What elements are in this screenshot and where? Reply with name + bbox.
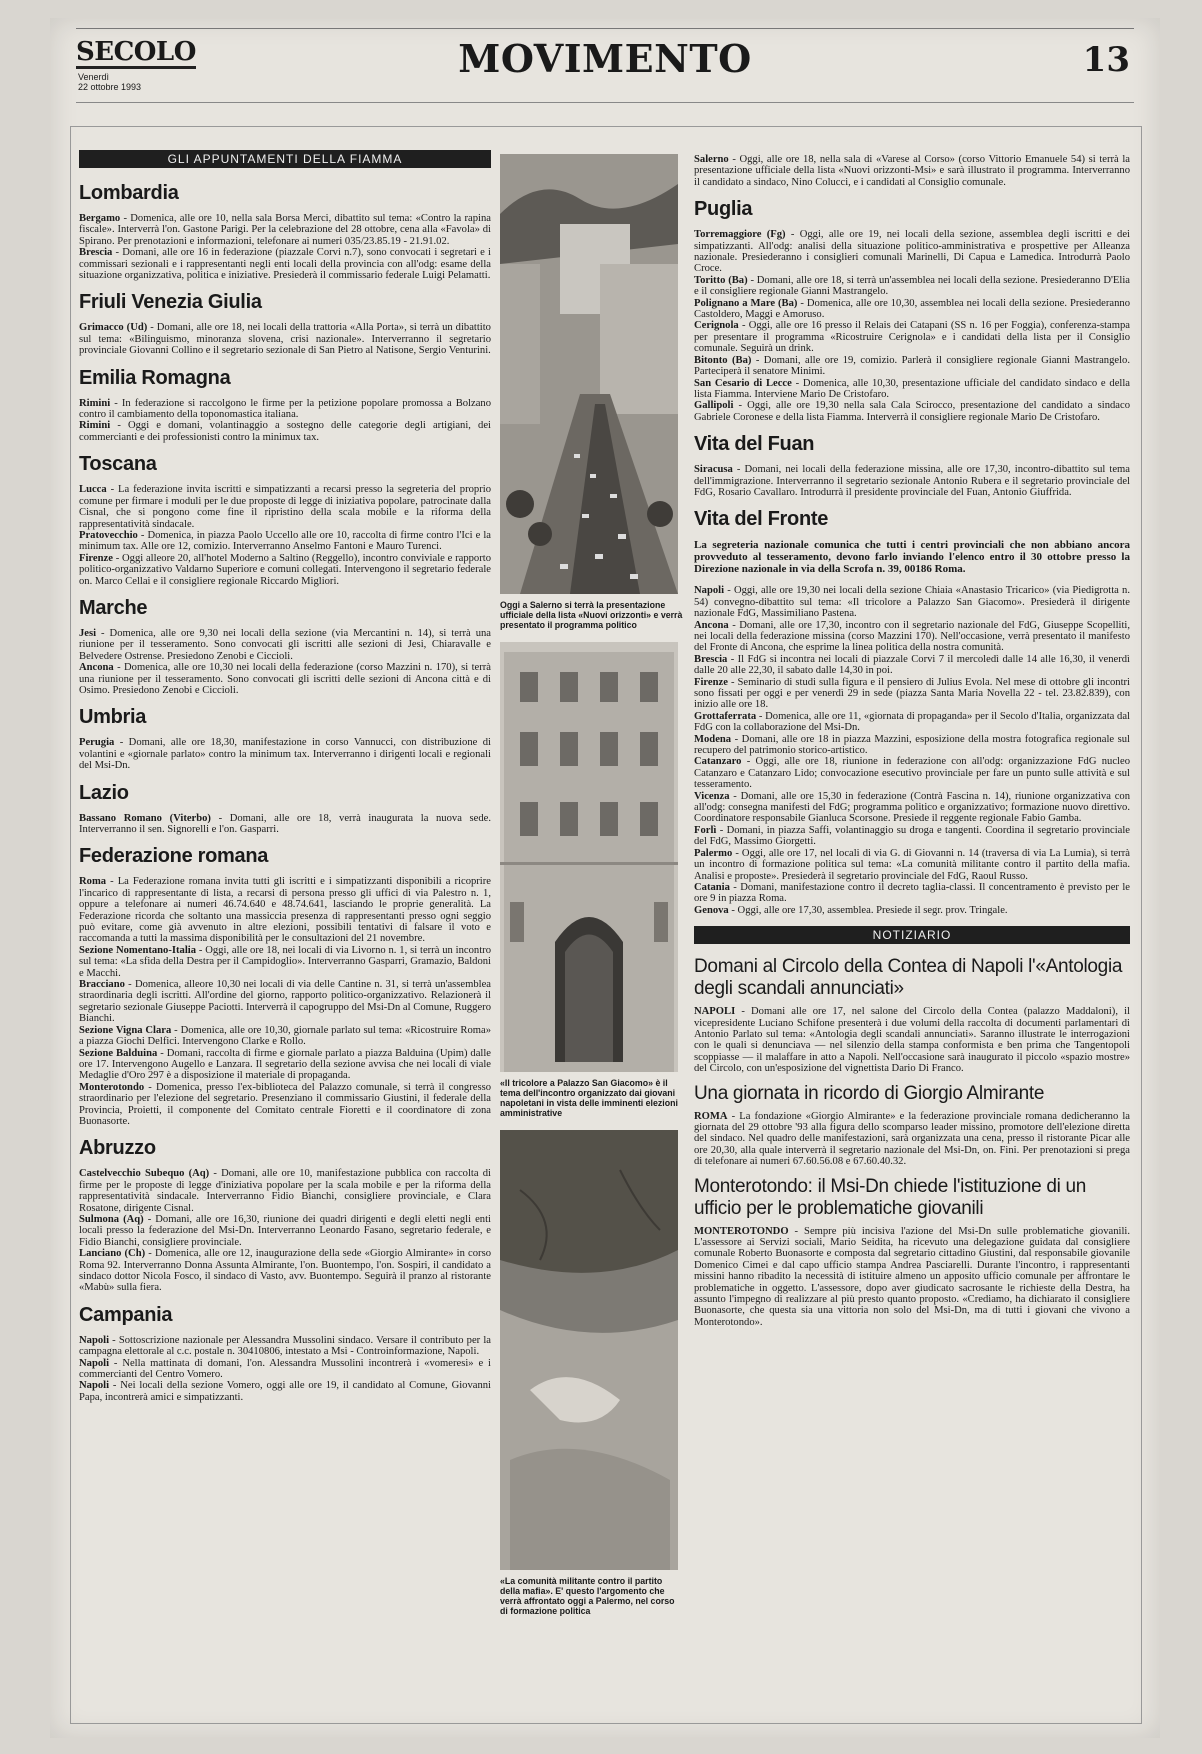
palazzo-photo-image <box>500 642 678 1072</box>
region-block <box>75 291 495 356</box>
entry-place: Gallipoli <box>694 400 734 412</box>
entry-text: - Oggi, alle ore 18, nei locali di via Livorno n. 1, si terrà un incontro sul tema: «La sfida della Destra per il Campidoglio». Interverranno Gasparri, Gramazio, Baldoni e Macchi. <box>79 944 491 979</box>
entry-place: Castelvecchio Subequo (Aq) <box>79 1168 210 1180</box>
fronte-entry <box>690 825 1134 848</box>
entry-text: - Domenica, alleore 10,30 nei locali di via delle Cantine n. 31, si terrà un'assemblea straordinaria degli iscritti. All'ordine del giorno, rapporto politico-organizzativo. Relazionerà il segretario sezionale Giuseppe Paciotti. Interverrà il capogruppo del Msi-Dn al Comune, Ruggero Bianchi. <box>79 979 491 1025</box>
palermo-photo-image <box>500 1130 678 1570</box>
entry-text: - Oggi, alle ore 19, nei locali della sezione, assemblea degli iscritti e dei simpatizzanti. All'odg: analisi della situazione politico-amministrativa e prospettive per Alleanza nazionale. Presiederanno i consiglieri comunali Marinelli, Di Capua e Lamedica. Introdurrà Paolo Croce. <box>694 229 1130 275</box>
entry-text: - Domani, alle ore 10, manifestazione pubblica con raccolta di firme per le proposte di legge d'iniziativa popolare per la scala mobile e per la riforma della rappresentatività sindacale. Interverranno Fidio Bianchi, consigliere provinciale, e Clara Rosatone, dirigente Cisnal. <box>79 1168 491 1214</box>
entry-place: Sezione Balduina <box>79 1047 158 1059</box>
fronte-entries <box>690 585 1134 916</box>
entry-text: - Domenica, alle ore 10,30, assemblea nei locali della sezione. Presiederanno Castoldero, Maggi e Amoruso. <box>694 297 1130 321</box>
entry-place: Cerignola <box>694 320 739 332</box>
appointment-entry <box>690 320 1134 354</box>
entry-text: - Domenica, alle ore 12, inaugurazione della sede «Giorgio Almirante» in corso Roma 92. Interverranno Donna Assunta Almirante, l'on. Buontempo, l'on. Sospiri, il candidato a sindaco dottor Nicola Fosco, il sindaco di Vasto, avv. Buontempo. Seguirà il pranzo al ristorante «Mabù» sulla fiera. <box>79 1248 491 1294</box>
region-title: Vita del Fuan <box>694 433 815 456</box>
entry-place: Napoli <box>79 1380 110 1392</box>
entry-place: Bergamo <box>79 213 121 224</box>
entry-text: - Domani, alle ore 16,30, riunione dei quadri dirigenti e degli eletti negli enti locali presso la federazione del Msi-Dn. Interverranno Leonardo Fasano, segretario federale, e Fidio Bianchi, consigliere provinciale. <box>79 1213 491 1248</box>
appointment-entry <box>690 298 1134 321</box>
appointment-entry <box>75 628 495 662</box>
entry-place: Palermo <box>694 847 733 859</box>
appointment-entry <box>690 400 1134 423</box>
appointment-entry <box>75 1335 495 1358</box>
entry-text: - Domani, raccolta di firme e giornale parlato a piazza Balduina (Upim) dalle ore 17. Intervengono Augello e Lanzara. Il segretario della sezione avvisa che nei locali di viale Medaglie d'Oro 297 è a disposizione il materiale di propaganda. <box>79 1047 492 1082</box>
issue-day: Venerdì <box>78 72 110 82</box>
news-article <box>690 1083 1134 1168</box>
appointment-entry <box>75 662 495 696</box>
entry-place: Napoli <box>79 1357 110 1369</box>
appointment-entry <box>75 979 495 1025</box>
entry-text: - Domenica, alle ore 10,30 nei locali della federazione (corso Mazzini n. 170), si terrà una riunione per il tesseramento. Sono convocati gli iscritti delle sezioni di Ancona città e di Osimo. Presiedono Zenobi e Ciccioli. <box>79 662 491 696</box>
entry-place: Catania <box>694 881 730 893</box>
entry-place: Napoli <box>694 585 725 597</box>
appointment-entry <box>75 813 495 836</box>
entry-text: - Domani, alle ore 18, nei locali della trattoria «Alla Porta», si terrà un dibattito sul tema: «Bilinguismo, minoranza slovena, crisi nazionale». Interverranno il segretario provinciale Giovanni Collino e il segretario sezionale di San Pietro al Natisone, Sergio Venturini. <box>79 322 491 357</box>
entry-place: NAPOLI <box>694 1006 736 1018</box>
entry-place: Toritto (Ba) <box>694 274 748 286</box>
entry-place: Sezione Vigna Clara <box>79 1024 172 1036</box>
entry-text: - Domani, alle ore 18,30, manifestazione in corso Vannucci, con distribuzione di volantini e «giornale parlato» contro la minimum tax. Interverranno i dirigenti locali e regionali del Msi-Dn. <box>79 737 491 772</box>
appointment-entry <box>75 945 495 979</box>
entry-text: - Oggi alleore 20, all'hotel Moderno a Saltino (Reggello), incontro conviviale e rapporto politico-organizzativo Valdarno Superiore e comuni collegati. Intervengono il segretario federale on. Marco Cellai e il consigliere regionale Riccardo Migliori. <box>79 552 491 587</box>
entry-place: Monterotondo <box>79 1081 145 1093</box>
salerno-photo-image <box>500 154 678 594</box>
entry-place: Grottaferrata <box>694 710 757 722</box>
entry-text: - Domenica, alle ore 11, «giornata di propaganda» per il Secolo d'Italia, organizzata dal FdG con la collaborazione del Msi-Dn. <box>694 710 1130 734</box>
appointment-entry <box>75 322 495 356</box>
fronte-entry <box>690 654 1134 677</box>
entry-place: Perugia <box>79 737 115 749</box>
appointment-entry <box>690 464 1134 498</box>
newspaper-logo: SECOLO <box>76 37 196 67</box>
entry-place: Lucca <box>79 484 107 496</box>
region-block <box>690 433 1134 498</box>
page-number: 13 <box>1082 40 1130 80</box>
entry-place: Firenze <box>79 552 113 564</box>
entry-place: Siracusa <box>694 464 733 476</box>
appointment-entry <box>75 530 495 553</box>
region-list <box>75 182 495 1403</box>
entry-text: - La Federazione romana invita tutti gli iscritti e i simpatizzanti disponibili a ricoprire l'incarico di rappresentante di lista, a recarsi di persona presso gli uffici di via Palestro n. 1, oppure a telefonare ai numeri 46.74.640 e 48.74.641, lasciando le proprie generalità. La Federazione ricorda che soltanto una massiccia presenza di rappresentanti presso ogni seggio può evitare, come già avvenuto in altre elezioni, possibili tentativi di falsare il voto e raccomanda a tutti la massima disponibilità per le consultazioni del 21 novembre. <box>79 876 491 945</box>
photo-palermo <box>500 1130 678 1570</box>
fronte-notice: La segreteria nazionale comunica che tutti i centri provinciali che non abbiano ancora provveduto al tesseramento, devono farlo inviando l'elenco entro il 30 ottobre presso la Direzione nazionale in via della Scrofa n. 39, 00186 Roma. <box>694 539 1130 576</box>
entry-place: Polignano a Mare (Ba) <box>694 297 798 309</box>
news-headline: Domani al Circolo della Contea di Napoli l'«Antologia degli scandali annunciati» <box>694 956 1123 1000</box>
region-title: Campania <box>79 1303 173 1326</box>
entry-text: - Domenica, alle ore 10,30, giornale parlato sul tema: «Ricostruire Roma» a piazza Giochi Delfici. Intervengono Clarke e Rollo. <box>79 1024 491 1048</box>
entry-text: - Oggi, alle ore 18, nella sala di «Varese al Corso» (corso Vittorio Emanuele 54) si terrà la presentazione ufficiale della lista «Nuovi orizzonti-Msi» e sarà illustrato il programma. Interverranno il candidato a sindaco, Nino Colucci, e i candidati al Consiglio comunale. <box>694 154 1130 188</box>
region-title: Marche <box>79 596 148 619</box>
news-articles <box>690 956 1134 1328</box>
entry-place: Modena <box>694 733 732 745</box>
entry-place: Brescia <box>694 653 728 665</box>
region-title: Emilia Romagna <box>79 366 231 389</box>
entry-text: - Domenica, presso l'ex-biblioteca del Palazzo comunale, si terrà il congresso straordinario per l'elezione del segretario. Presenziano il commissario Giustini, il federale della Provincia, Proietti, il componente del Comitato centrale Fioretti e il coordinatore di zona Buonasorte. <box>79 1081 491 1127</box>
region-block <box>75 845 495 1127</box>
entry-text: - Domani, nei locali della federazione missina, alle ore 17,30, incontro-dibattito sul tema dell'immigrazione. Interverranno il segretario sezionale Antonio Rubera e il segretario provinciale del FdG, Rosario Cavallaro. Introdurrà il presidente provinciale del Fuan, Antonio Giuffrida. <box>694 464 1130 498</box>
appointment-entry <box>690 229 1134 275</box>
entry-text: - Domani, alle ore 18, si terrà un'assemblea nei locali della sezione. Presiederanno D'Elia e il consigliere regionale Gianni Mastrangelo. <box>694 274 1130 298</box>
region-title: Lombardia <box>79 182 179 204</box>
entry-place: San Cesario di Lecce <box>694 377 792 389</box>
region-block <box>75 453 495 587</box>
entry-text: - Il FdG si incontra nei locali di piazzale Corvi 7 il mercoledì dalle 14 alle 16,30, il venerdì dalle 20 alle 22,30, il sabato dalle 14,30 in poi. <box>694 653 1130 677</box>
entry-place: Sulmona (Aq) <box>79 1213 144 1225</box>
region-title: Puglia <box>694 198 753 221</box>
entry-place: Napoli <box>79 1334 110 1346</box>
appointment-entry <box>75 1048 495 1082</box>
entry-place: Jesi <box>79 627 97 639</box>
region-block <box>690 198 1134 423</box>
entry-text: - Domenica, in piazza Paolo Uccello alle ore 10, raccolta di firme contro l'Ici e la minimum tax. Alle ore 12, comizio. Interverranno Anselmo Fantoni e Mauro Turenci. <box>79 529 491 553</box>
entry-place: Bassano Romano (Viterbo) <box>79 812 211 824</box>
entry-text: - Domani, alle ore 17,30, incontro con il segretario nazionale del FdG, Giuseppe Scopelliti, nei locali della federazione missina (corso Mazzini 170). Nell'occasione, verrà presentato il manifesto del Fronte di Ancona, che esprime la linea politica della nostra comunità. <box>694 619 1130 654</box>
entry-place: Grimacco (Ud) <box>79 322 148 334</box>
entry-text: - Sempre più incisiva l'azione del Msi-Dn sulle problematiche giovanili. L'assessore ai Servizi sociali, Mario Seidita, ha ricevuto una delegazione guidata dal consigliere comunale Roberto Buonasorte e composta dal segretario cittadino Giustini, dal responsabile giovanile Domenico Cimei e dal capo ufficio stampa Andrea Pasciarelli. Durante l'incontro, i rappresentanti missini hanno ribadito la necessità di istituire almeno un apposito ufficio comunale per affrontare le problematiche in oggetto. L'assessore, dopo aver giudicato sacrosante le richieste della Destra, ha assunto l'impegno di realizzare al più presto quanto proposto. «Crediamo, ha dichiarato il consigliere Buonasorte, che questa sia una vittoria non solo del Msi-Dn, ma di tutti i giovani che vivono a Monterotondo». <box>694 1225 1130 1328</box>
appointment-entry <box>75 553 495 587</box>
region-block <box>75 182 495 281</box>
appointments-banner: GLI APPUNTAMENTI DELLA FIAMMA <box>79 150 491 168</box>
appointment-entry <box>75 247 495 281</box>
entry-place: Salerno <box>694 154 729 165</box>
entry-text: - Oggi, alle ore 19,30 nei locali della sezione Chiaia «Anastasio Tricarico» (via Piedigrotta n. 54) convegno-dibattito sul tema: «Il tricolore a Palazzo San Giacomo». Presiederà il dirigente nazionale FdG, Massimiliano Pastena. <box>694 585 1130 620</box>
photo-salerno-city <box>500 154 678 594</box>
appointment-entry <box>690 378 1134 401</box>
appointment-entry <box>75 213 495 247</box>
news-body <box>690 1226 1134 1329</box>
entry-place: ROMA <box>694 1110 728 1122</box>
appointment-entry <box>75 1082 495 1128</box>
caption-tricolore: «Il tricolore a Palazzo San Giacomo» è il tema dell'incontro organizzato dai giovani napoletani in vista delle imminenti elezioni amministrative <box>500 1078 678 1118</box>
appointment-entry <box>75 1025 495 1048</box>
entry-text: - Domani, in piazza Saffi, volantinaggio su droga e tangenti. Coordina il segretario provinciale del FdG, Massimo Giorgetti. <box>694 824 1130 848</box>
region-title: Lazio <box>79 781 129 804</box>
photo-palazzo-san-giacomo <box>500 642 678 1072</box>
region-title: Toscana <box>79 453 157 476</box>
right-region-list <box>690 198 1134 498</box>
entry-text: - Domani, alle ore 18 in piazza Mazzini, esposizione della mostra fotografica regionale sul recupero del patrimonio storico-artistico. <box>694 733 1130 757</box>
header-rule <box>76 102 1134 103</box>
fronte-entry <box>690 756 1134 790</box>
fronte-title: Vita del Fronte <box>694 508 829 531</box>
region-title: Umbria <box>79 706 147 729</box>
caption-palermo: «La comunità militante contro il partito della mafia». E' questo l'argomento che verrà affrontato oggi a Palermo, nel corso di formazione politica <box>500 1576 675 1616</box>
entry-place: Firenze <box>694 676 728 688</box>
fronte-entry <box>690 905 1134 916</box>
entry-text: - Domenica, alle ore 9,30 nei locali della sezione (via Mercantini n. 14), si terrà una riunione per il tesseramento. Sono convocati gli iscritti alle sezioni di Jesi, Chiaravalle e Belvedere Ostrense. Presiedono Zenobi e Ciccioli. <box>79 627 491 662</box>
region-block <box>75 706 495 771</box>
entry-place: Bracciano <box>79 979 125 991</box>
top-rule <box>76 28 1134 29</box>
entry-text: - Sottoscrizione nazionale per Alessandra Mussolini sindaco. Versare il contributo per la campagna elettorale al c.c. postale n. 30410806, intestato a Msi - Controinformazione, Napoli. <box>79 1334 491 1358</box>
entry-place: Rimini <box>79 420 111 432</box>
entry-place: Lanciano (Ch) <box>79 1248 146 1260</box>
fronte-entry <box>690 734 1134 757</box>
newspaper-page <box>50 18 1160 1738</box>
appointment-entry <box>75 1380 495 1403</box>
entry-place: Genova <box>694 904 729 916</box>
entry-text: - La fondazione «Giorgio Almirante» e la federazione provinciale romana dedicheranno la giornata del 29 ottobre '93 alla figura dello scomparso leader missino, promotore dell'elezione diretta del sindaco. Nel quadro delle manifestazioni, sarà organizzata una cena, presso il ristorante Picar alle ore 20,30, alla quale interverrà il segretario nazionale del Msi-Dn, on. Fini. Per prenotazioni si prega di telefonare ai numeri 67.60.56.08 e 67.60.40.32. <box>694 1110 1130 1168</box>
news-article <box>690 1176 1134 1329</box>
notiziario-banner: NOTIZIARIO <box>694 926 1130 944</box>
entry-text: - Domani, alle ore 16 in federazione (piazzale Corvi n.7), sono convocati i segretari e i commissari sezionali e i rappresentanti negli enti locali della provincia con all'odg: esame della situazione organizzativa, politica e iniziative. Presiederà il commissario federale Luigi Pelamatti. <box>79 247 491 282</box>
entry-text: - Oggi, alle ore 16 presso il Relais dei Catapani (SS n. 16 per Foggia), conferenza-stampa per presentare il programma «Ricostruire Cerignola» e i candidati della lista per il Consiglio comunale. Seguirà un drink. <box>694 320 1130 355</box>
entry-place: Ancona <box>694 619 729 631</box>
region-block <box>75 597 495 696</box>
entry-text: - Domani, manifestazione contro il decreto taglia-classi. Il concentramento è previsto per le ore 9 in piazza Roma. <box>694 881 1130 905</box>
appointment-entry <box>75 1248 495 1294</box>
fronte-entry <box>690 677 1134 711</box>
entry-text: - Domenica, alle ore 10, nella sala Borsa Merci, dibattito sul tema: «Contro la rapina fiscale». Interverrà l'on. Gastone Parigi. Per la celebrazione del 28 ottobre, cena alla «Favola» di Spirano. Per prenotazioni e informazioni, telefonare ai numeri 035/23.85.19 - 21.91.02. <box>79 213 491 247</box>
photo-column <box>500 154 684 1719</box>
entry-text: - Oggi, alle ore 19,30 nella sala Cala Scirocco, presentazione del candidato a sindaco Gabriele Coronese e della lista Fiamma. Interverrà il consigliere regionale Mario De Cristofaro. <box>694 400 1130 423</box>
section-title: MOVIMENTO <box>458 36 752 81</box>
entry-place: Bitonto (Ba) <box>694 354 752 366</box>
appointment-entry <box>75 876 495 944</box>
news-body <box>690 1006 1134 1074</box>
region-title: Abruzzo <box>79 1137 156 1160</box>
entry-text: - Domani, alle ore 18, verrà inaugurata la nuova sede. Interverranno il sen. Signorelli e l'on. Gasparri. <box>79 812 491 835</box>
region-block <box>75 1304 495 1403</box>
entry-text: - La federazione invita iscritti e simpatizzanti a recarsi presso la segreteria del proprio comune per firmare i moduli per le due proposte di legge di iniziativa popolare, patrocinate dalla Cisnal, che si pongono come fine il ripristino della scala mobile e la riforma della rappresentatività sindacale. <box>79 484 491 530</box>
entry-place: Rimini <box>79 397 111 409</box>
news-headline: Monterotondo: il Msi-Dn chiede l'istituzione di un ufficio per le problematiche giovanili <box>694 1175 1087 1219</box>
entry-text: - Domani, alle ore 15,30 in federazione (Contrà Fascina n. 14), riunione organizzativa con all'odg: consegna manifesti del FdG; programma politico e organizzativo; formazione nuovo direttivo. Coordinatore responsabile Gianluca Scorsone. Presiede il reggente regionale Fabio Gamba. <box>694 790 1130 825</box>
region-title: Friuli Venezia Giulia <box>79 291 262 314</box>
region-block <box>75 367 495 444</box>
appointment-entry <box>690 154 1134 188</box>
appointment-entry <box>75 420 495 443</box>
fronte-entry <box>690 882 1134 905</box>
issue-full-date: 22 ottobre 1993 <box>78 82 142 92</box>
appointment-entry <box>690 355 1134 378</box>
entry-place: Vicenza <box>694 790 730 802</box>
entry-place: Pratovecchio <box>79 529 138 541</box>
appointment-entry <box>75 484 495 530</box>
entry-text: - Domani, alle ore 19, comizio. Parlerà il consigliere regionale Gianni Mastrangelo. Parteciperà il senatore Minimi. <box>694 354 1130 378</box>
entry-place: Forlì <box>694 824 717 836</box>
fronte-entry <box>690 585 1134 619</box>
appointment-entry <box>690 275 1134 298</box>
entry-text: - Nella mattinata di domani, l'on. Alessandra Mussolini incontrerà i «vomeresi» e i commercianti del Centro Vomero. <box>79 1357 491 1381</box>
fronte-section <box>690 508 1134 916</box>
entry-text: - In federazione si raccolgono le firme per la petizione popolare promossa a Bolzano contro il cambiamento della toponomastica italiana. <box>79 397 491 421</box>
appointment-entry <box>75 398 495 421</box>
appointments-column <box>75 150 495 1720</box>
fronte-entry <box>690 791 1134 825</box>
region-block <box>75 1137 495 1293</box>
entry-text: - Oggi, alle ore 17, nel locali di via G. di Giovanni n. 14 (traversa di via La Lumia), si terrà un incontro di formazione politica sul tema: «La comunità militante contro il partito della mafia. Analisi e proposte». Presiederà il segretario provinciale del FdG, Raoul Russo. <box>694 847 1130 882</box>
caption-salerno: Oggi a Salerno si terrà la presentazione ufficiale della lista «Nuovi orizzonti» e verrà presentato il programma politico <box>500 600 683 630</box>
fronte-entry <box>690 848 1134 882</box>
right-column <box>690 154 1134 1719</box>
entry-place: Catanzaro <box>694 756 742 768</box>
news-article <box>690 956 1134 1074</box>
news-body <box>690 1111 1134 1168</box>
entry-place: Brescia <box>79 247 113 259</box>
appointment-entry <box>75 1168 495 1214</box>
appointment-entry <box>75 737 495 771</box>
fronte-entry <box>690 711 1134 734</box>
entry-text: - Oggi e domani, volantinaggio a sostegno delle categorie degli artigiani, dei commercianti e dei professionisti contro la minimux tax. <box>79 420 491 443</box>
entry-text: - Oggi, alle ore 17,30, assemblea. Presiede il segr. prov. Tringale. <box>728 904 1008 916</box>
entry-place: Roma <box>79 876 107 888</box>
fronte-entry <box>690 620 1134 654</box>
campania-continued <box>690 154 1134 188</box>
appointment-entry <box>75 1358 495 1381</box>
entry-text: - Seminario di studi sulla figura e il pensiero di Julius Evola. Nel mese di ottobre gli incontri sono fissati per oggi e per venerdì 29 in sede (piazza Santa Maria Novella 22 - tel. 23.82.839), con inizio alle ore 18. <box>694 676 1130 711</box>
entry-place: Sezione Nomentano-Italia <box>79 944 197 956</box>
entry-text: - Domenica, alle 10,30, presentazione ufficiale del candidato sindaco e della lista Fiamma. Interviene Mario De Cristofaro. <box>694 377 1130 400</box>
entry-place: Torremaggiore (Fg) <box>694 229 786 241</box>
appointment-entry <box>75 1214 495 1248</box>
entry-text: - Domani alle ore 17, nel salone del Circolo della Contea (palazzo Maddaloni), il vicepresidente Luciano Schifone presenterà i due volumi della raccolta di documenti parlamentari di Antonio Parlato sul tema: «Antologia degli scandali annunciati». Saranno illustrate le interrogazioni con le quali si denunciava — nel silenzio della stampa conformista e ben prima che Tangentopoli scoppiasse — il malaffare in atto a Napoli. Nell'occasione sarà inaugurato il piccolo «spazio mostre» del Circolo, con un'esposizione del vignettista Dario Di Franco. <box>694 1006 1130 1075</box>
news-headline: Una giornata in ricordo di Giorgio Almirante <box>694 1082 1045 1104</box>
region-title: Federazione romana <box>79 845 269 868</box>
region-block <box>75 782 495 836</box>
entry-place: MONTEROTONDO <box>694 1225 789 1237</box>
entry-text: - Nei locali della sezione Vomero, oggi alle ore 19, il candidato al Comune, Giovanni Papa, incontrerà amici e simpatizzanti. <box>79 1380 491 1403</box>
entry-text: - Oggi, alle ore 18, riunione in federazione con all'odg: organizzazione FdG nucleo Catanzaro e Catanzaro Lido; convocazione esecutivo provinciale per fare un punto sulle attività e sul tesseramento. <box>694 756 1130 791</box>
entry-place: Ancona <box>79 662 114 674</box>
